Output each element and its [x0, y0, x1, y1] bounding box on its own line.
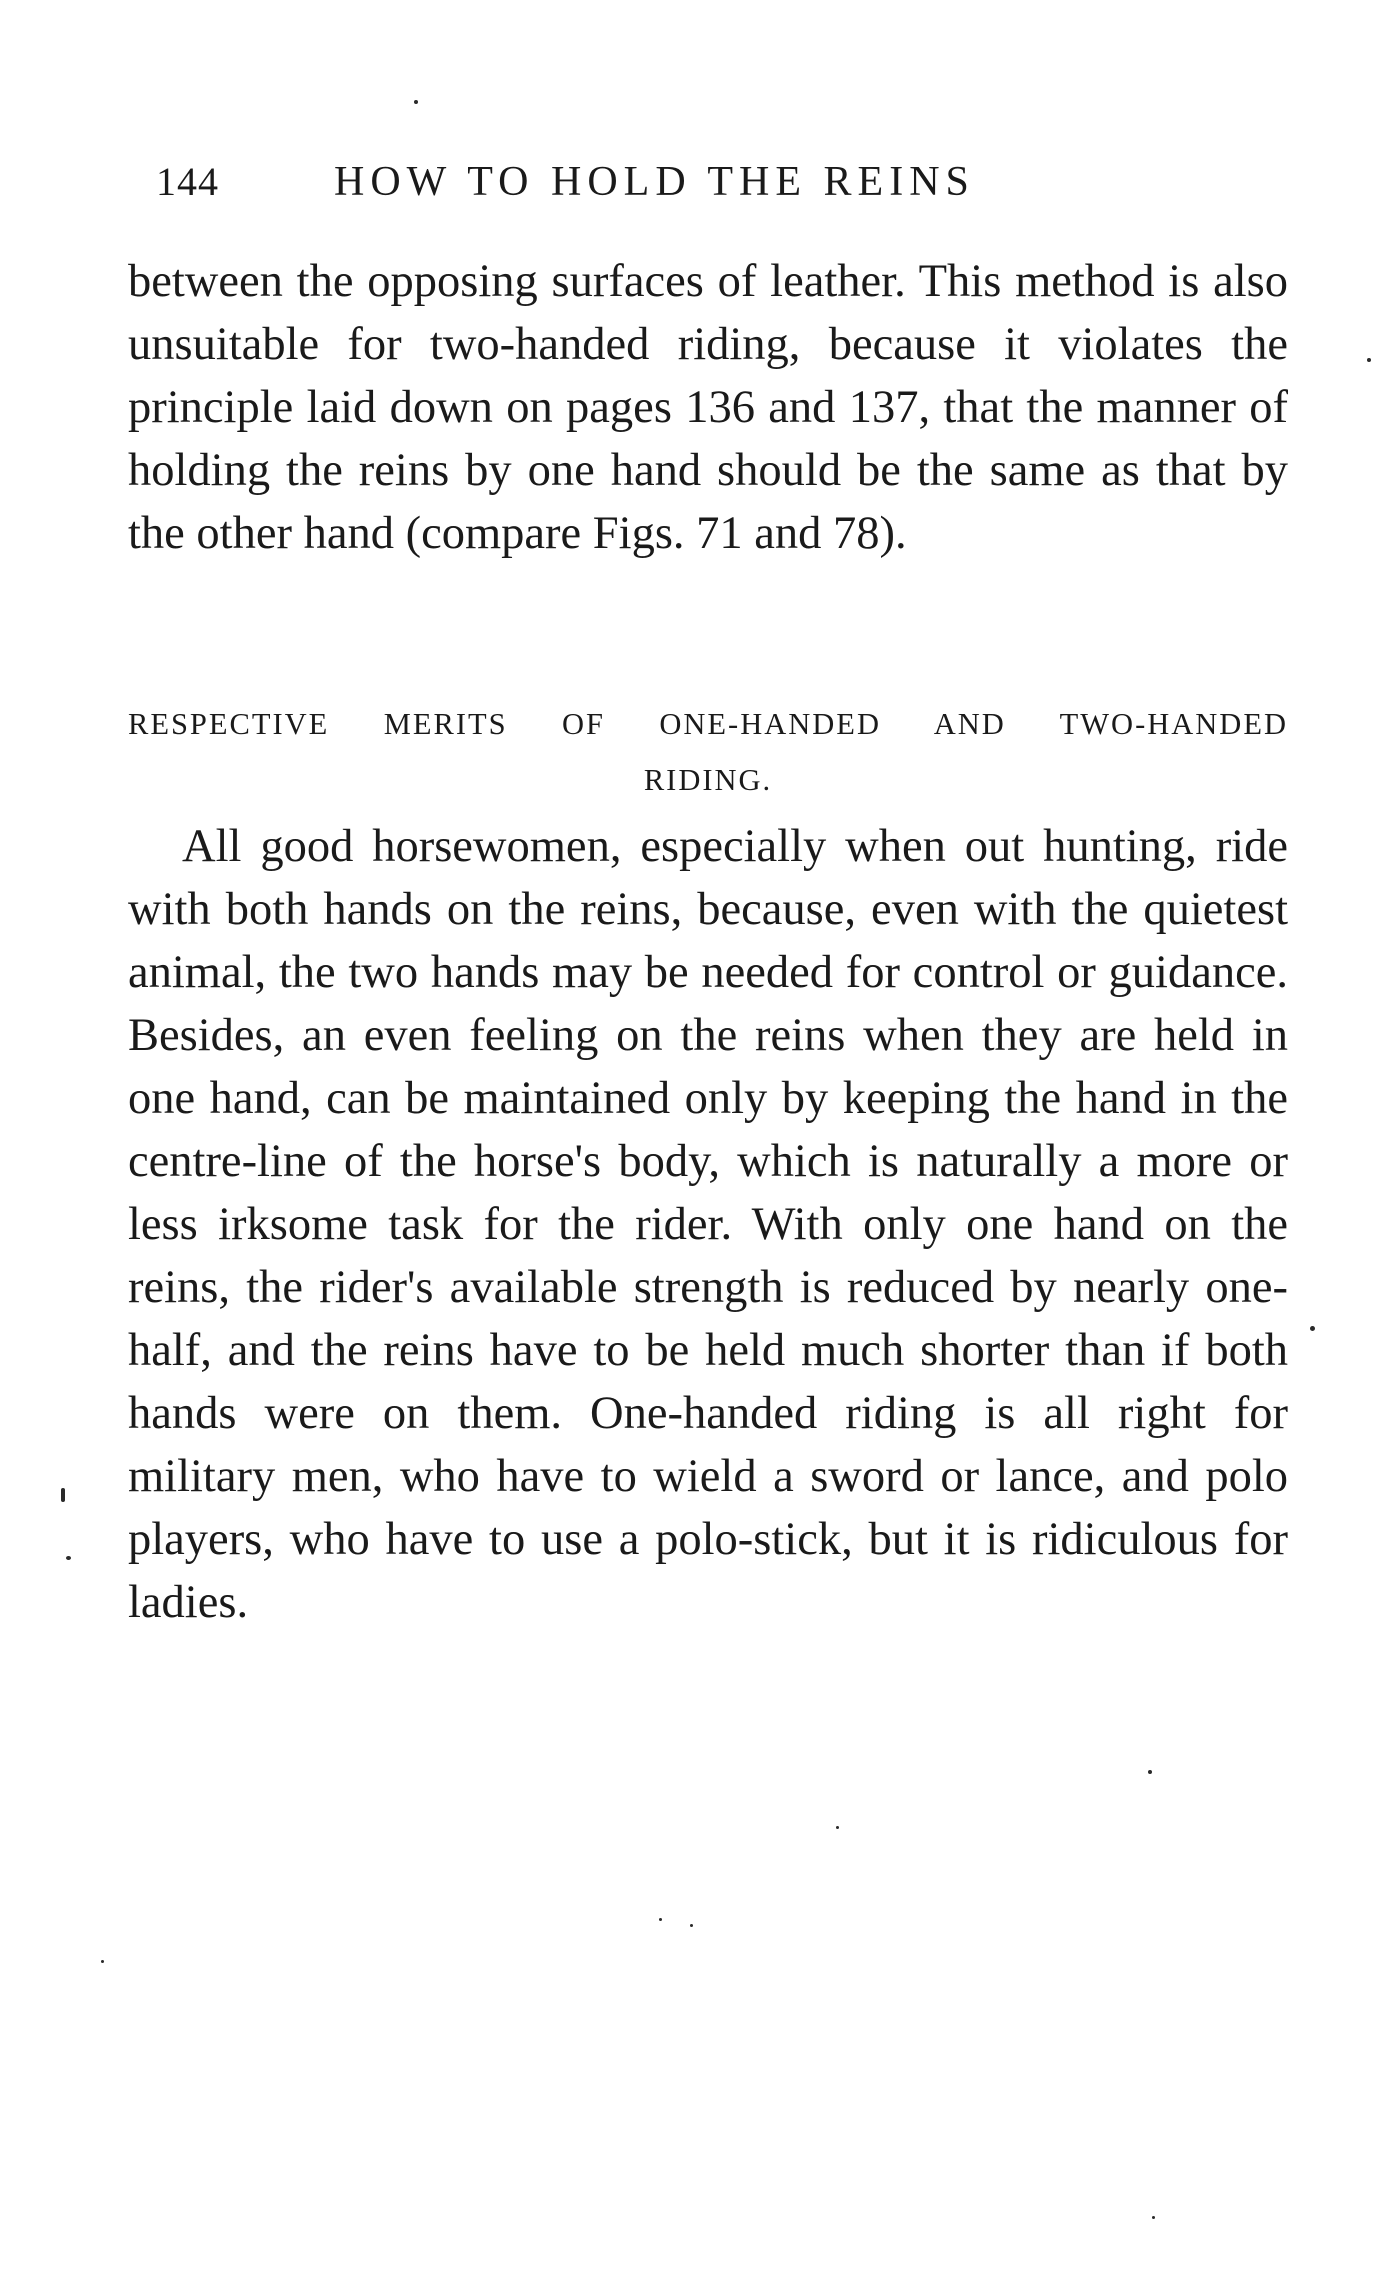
- running-title: HOW TO HOLD THE REINS: [334, 159, 975, 205]
- scan-speck: [101, 1960, 104, 1963]
- section-heading-line-1: RESPECTIVE MERITS OF ONE-HANDED AND TWO-HANDED: [128, 707, 1288, 741]
- scan-speck: [836, 1826, 839, 1829]
- page-number: 144: [156, 159, 219, 204]
- scan-speck: [61, 1488, 65, 1502]
- scan-speck: [1152, 2216, 1155, 2219]
- scan-speck: [1310, 1326, 1315, 1331]
- scan-speck: [66, 1556, 71, 1560]
- paragraph-continued: [128, 250, 1288, 565]
- scan-speck: [1367, 358, 1371, 362]
- scan-speck: [690, 1924, 693, 1927]
- section-heading: [128, 696, 1288, 808]
- paragraph-main: [128, 815, 1288, 1634]
- section-heading-line-2: RIDING.: [643, 763, 773, 797]
- paragraph-2-text: All good horsewomen, especially when out hunting, ride with both hands on the reins, because, even with the quietest animal, the two hands may be needed for control or guidance. Besides, an even feeling on the reins when they are held in one hand, can be maintained only by keeping the hand in the centre-line of the horse's body, which is naturally a more or less irksome task for the rider. With only one hand on the reins, the rider's available strength is reduced by nearly one-half, and the reins have to be held much shorter than if both hands were on them. One-handed riding is all right for military men, who have to wield a sword or lance, and polo players, who have to use a polo-stick, but it is ridiculous for ladies.: [128, 821, 1288, 1628]
- running-head: [128, 158, 1048, 218]
- scan-speck: [414, 100, 418, 104]
- scan-speck: [1148, 1770, 1152, 1774]
- paragraph-1-text: between the opposing surfaces of leather. This method is also unsuitable for two-handed riding, because it violates the principle laid down on pages 136 and 137, that the manner of holding the reins by one hand should be the same as that by the other hand (compare Figs. 71 and 78).: [128, 256, 1288, 559]
- scan-speck: [659, 1918, 662, 1921]
